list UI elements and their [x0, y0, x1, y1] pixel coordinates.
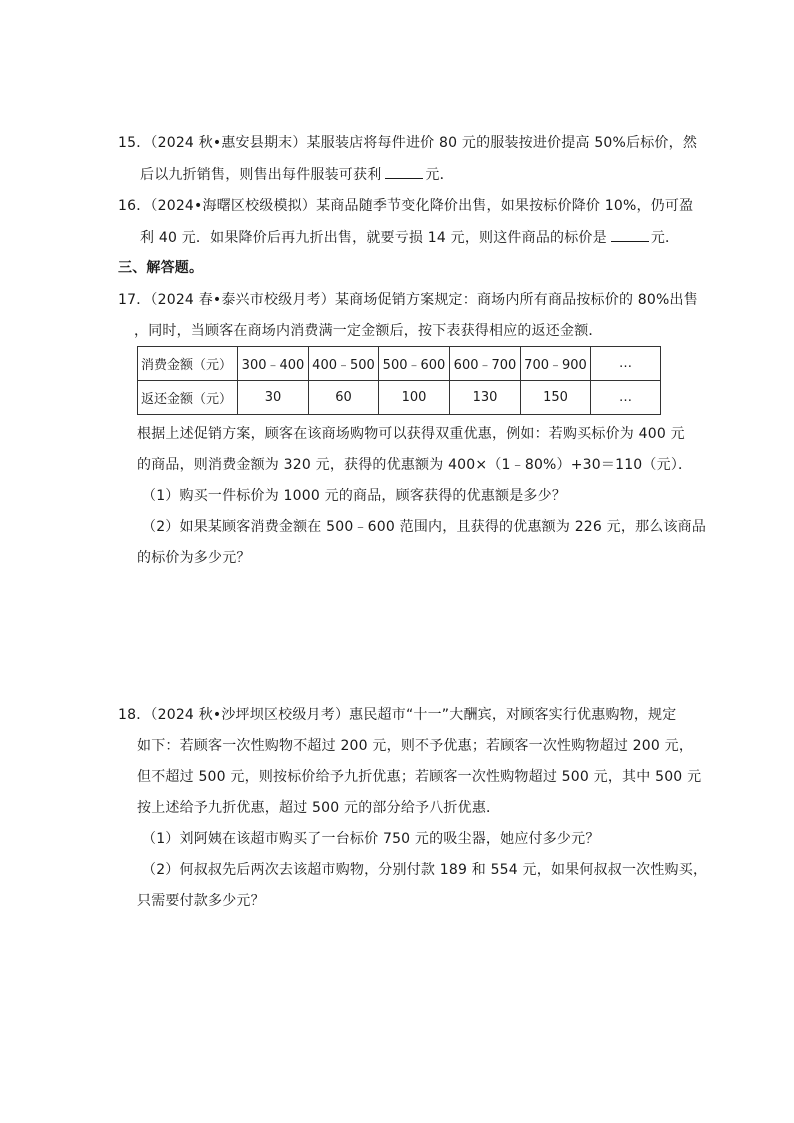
q18-sub-2b: 只需要付款多少元？ [137, 893, 265, 909]
table-cell: 130 [450, 381, 521, 415]
q17-line-1: 17．（2024 春•泰兴市校级月考）某商场促销方案规定：商场内所有商品按标价的 80%出售 [118, 292, 698, 308]
q16-unit: 元． [650, 230, 680, 246]
q16-line-1: 16．（2024•海曙区校级模拟）某商品随季节变化降价出售，如果按标价降价 10%，仍可盈 [118, 198, 694, 214]
q15-unit: 元． [425, 167, 454, 183]
q17-sub-1: （1）购买一件标价为 1000 元的商品，顾客获得的优惠额是多少？ [142, 488, 567, 504]
table-cell: … [591, 381, 661, 415]
rebate-table [137, 346, 661, 415]
table-cell: 消费金额（元） [138, 347, 238, 381]
table-row [138, 381, 661, 415]
q18-line-4: 按上述给予九折优惠，超过 500 元的部分给予八折优惠． [137, 800, 501, 816]
q17-para-1: 根据上述促销方案，顾客在该商场购物可以获得双重优惠，例如：若购买标价为 400 元 [137, 426, 685, 442]
q15-line-1: 15．（2024 秋•惠安县期末）某服装店将每件进价 80 元的服装按进价提高 50%后标价，然 [118, 135, 698, 151]
q18-sub-1: （1）刘阿姨在该超市购买了一台标价 750 元的吸尘器，她应付多少元？ [142, 831, 600, 847]
table-cell: 60 [309, 381, 379, 415]
table-cell: 30 [238, 381, 309, 415]
q17-sub-2b: 的标价为多少元？ [137, 550, 251, 566]
table-cell: 100 [379, 381, 450, 415]
table-cell: 返还金额（元） [138, 381, 238, 415]
section-heading: 三、解答题。 [118, 260, 204, 276]
q17-sub-2a: （2）如果某顾客消费金额在 500﹣600 范围内，且获得的优惠额为 226 元，那么该商品 [142, 519, 707, 535]
table-cell: 500﹣600 [379, 347, 450, 381]
q16-answer-blank [611, 227, 649, 242]
q18-line-3: 但不超过 500 元，则按标价给予九折优惠；若顾客一次性购物超过 500 元，其中 500 元 [137, 769, 702, 785]
table-cell: 700﹣900 [521, 347, 591, 381]
table-cell: 150 [521, 381, 591, 415]
table-cell: 400﹣500 [309, 347, 379, 381]
q18-line-2: 如下：若顾客一次性购物不超过 200 元，则不予优惠；若顾客一次性购物超过 200 元， [137, 738, 694, 754]
table-cell: 600﹣700 [450, 347, 521, 381]
q17-para-2: 的商品，则消费金额为 320 元，获得的优惠额为 400×（1﹣80%）+30＝110（元）． [137, 457, 693, 473]
q15-line-2 [140, 164, 454, 185]
table-cell: … [591, 347, 661, 381]
q16-line-2-text: 利 40 元．如果降价后再九折出售，就要亏损 14 元，则这件商品的标价是 [140, 230, 607, 246]
table-row [138, 347, 661, 381]
q17-line-2: ，同时，当顾客在商场内消费满一定金额后，按下表获得相应的返还金额． [134, 323, 603, 339]
q18-sub-2a: （2）何叔叔先后两次去该超市购物，分别付款 189 和 554 元，如果何叔叔一次性购买， [142, 862, 708, 878]
q18-line-1: 18．（2024 秋•沙坪坝区校级月考）惠民超市“十一”大酬宾，对顾客实行优惠购物，规定 [118, 707, 677, 723]
q15-answer-blank [385, 164, 423, 179]
q15-line-2-text: 后以九折销售，则售出每件服装可获利 [140, 167, 382, 183]
table-cell: 300﹣400 [238, 347, 309, 381]
q16-line-2 [140, 227, 679, 248]
